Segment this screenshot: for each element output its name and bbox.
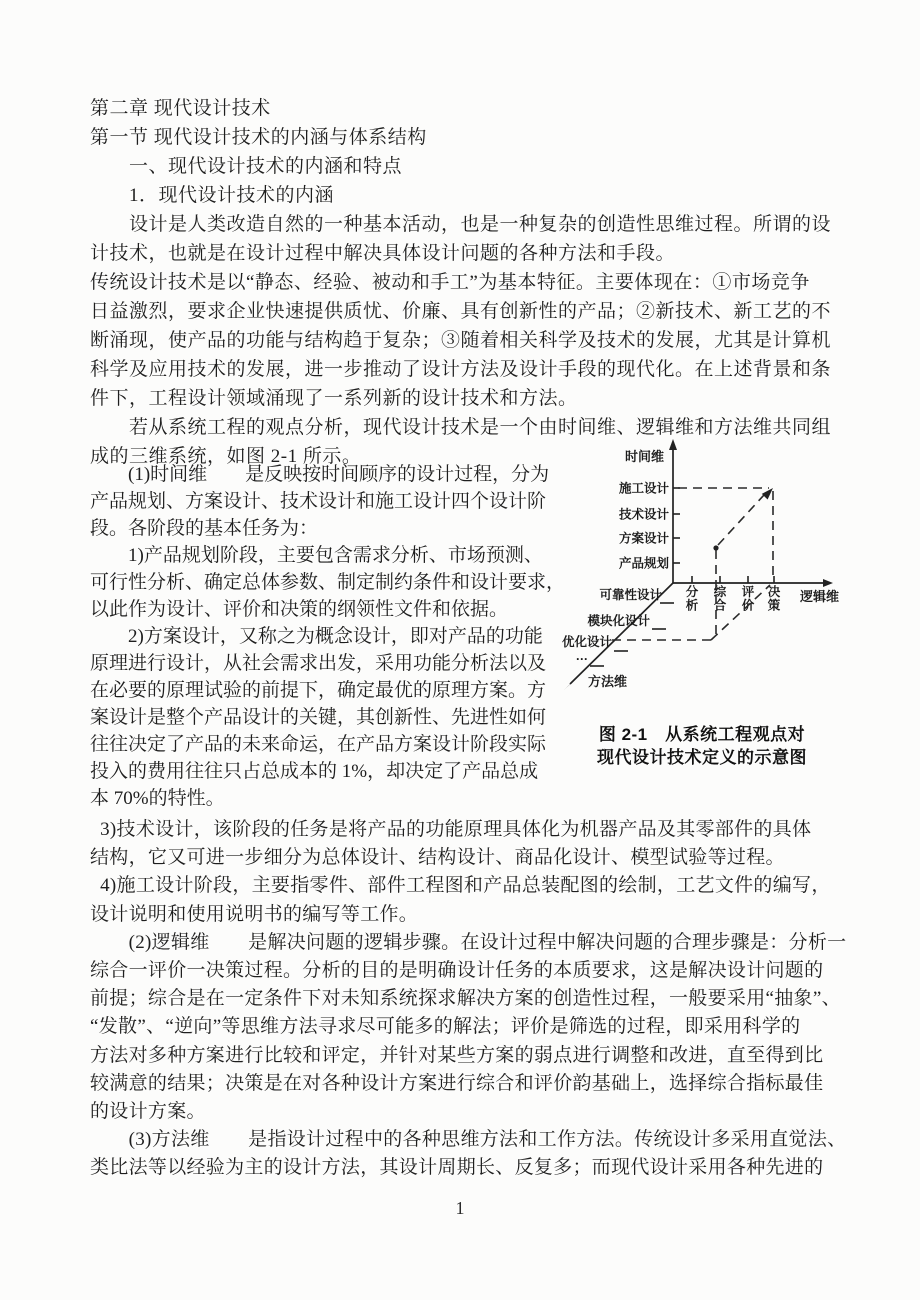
text-line: 2)方案设计，又称之为概念设计，即对产品的功能 xyxy=(90,626,543,647)
text-line: 1．现代设计技术的内涵 xyxy=(90,185,335,206)
text-line: 断涌现，使产品的功能与结构趋于复杂；③随着相关科学及技术的发展，尤其是计算机 xyxy=(90,330,832,351)
time-tick-chanpin: 产品规划 xyxy=(618,556,669,571)
time-axis-arrow-icon xyxy=(669,439,677,450)
text-line: 科学及应用技术的发展，进一步推动了设计方法及设计手段的现代化。在上述背景和条 xyxy=(90,359,832,380)
figure-caption-line2: 现代设计技术定义的示意图 xyxy=(597,748,807,767)
logic-tick-juece: 决策 xyxy=(767,585,781,613)
method-tick-mokuaihua: 模块化设计 xyxy=(587,614,650,628)
logic-axis xyxy=(673,576,839,613)
text-line: 传统设计技术是以“静态、经验、被动和手工”为基本特征。主要体现在：①市场竞争 xyxy=(90,272,810,293)
text-line: 综合一评价一决策过程。分析的目的是明确设计任务的本质要求，这是解决设计问题的 xyxy=(90,960,824,982)
method-tick-youhua: 优化设计 xyxy=(561,635,612,649)
text-line: (1)时间维 是反映按时间顾序的设计过程，分为 xyxy=(90,464,550,485)
text-line: 4)施工设计阶段，主要指零件、部件工程图和产品总装配图的绘制，工艺文件的编写， xyxy=(90,875,831,897)
plotted-point-dot xyxy=(713,545,718,550)
time-tick-shigong: 施工设计 xyxy=(618,481,669,496)
text-line: 成的三维系统，如图 2-1 所示。 xyxy=(90,446,362,467)
text-line: 产品规划、方案设计、技术设计和施工设计四个设计阶 xyxy=(90,491,547,512)
text-line: 可行性分析、确定总体参数、制定制约条件和设计要求， xyxy=(90,572,566,593)
method-tick-kekaoxing: 可靠性设计 xyxy=(599,588,662,602)
text-line: 往往决定了产品的未来命运，在产品方案设计阶段实际 xyxy=(90,734,547,755)
logic-tick-zonghe: 综合 xyxy=(713,585,727,613)
text-line: (3)方法维 是指设计过程中的各种思维方法和工作方法。传统设计多采用直觉法、 xyxy=(90,1129,847,1151)
text-line: 件下，工程设计领域涌现了一系列新的设计技术和方法。 xyxy=(90,388,578,409)
text-line: (2)逻辑维 是解决问题的逻辑步骤。在设计过程中解决问题的合理步骤是：分析一 xyxy=(90,931,847,953)
intro-paragraphs xyxy=(90,94,850,471)
text-line: 设计是人类改造自然的一种基本活动，也是一种复杂的创造性思维过程。所谓的设 xyxy=(90,214,832,235)
figure-caption xyxy=(552,723,852,769)
body-paragraphs xyxy=(90,816,852,1183)
logic-axis-label: 逻辑维 xyxy=(800,589,840,604)
figure-caption-line1: 图 2-1 从系统工程观点对 xyxy=(598,725,806,744)
text-line: 设计说明和使用说明书的编写等工作。 xyxy=(90,903,419,925)
page-number: 1 xyxy=(455,1198,465,1218)
text-line: 本 70%的特性。 xyxy=(90,788,225,809)
left-column-paragraphs xyxy=(90,461,566,812)
text-line: 以此作为设计、评价和决策的纲领性文件和依据。 xyxy=(90,599,509,620)
text-line: 计技术，也就是在设计过程中解决具体设计问题的各种方法和手段。 xyxy=(90,243,676,264)
text-line: 3)技术设计，该阶段的任务是将产品的功能原理具体化为机器产品及其零部件的具体 xyxy=(90,819,812,840)
text-line: 一、现代设计技术的内涵和特点 xyxy=(90,156,403,177)
text-line: 的设计方案。 xyxy=(90,1101,206,1123)
text-line: 结构，它又可进一步细分为总体设计、结构设计、商品化设计、模型试验等过程。 xyxy=(90,847,785,869)
method-axis-label: 方法维 xyxy=(588,674,628,689)
three-dimension-axes-diagram xyxy=(552,436,852,698)
method-axis xyxy=(562,583,674,690)
text-line: 案设计是整个产品设计的关键，其创新性、先进性如何 xyxy=(90,707,547,728)
diagonal-dashed-arrow-icon xyxy=(762,488,773,500)
text-line: 投入的费用往往只占总成本的 1%，却决定了产品总成 xyxy=(90,761,539,782)
text-line: 段。各阶段的基本任务为： xyxy=(90,518,319,539)
logic-tick-pingjia: 评价 xyxy=(741,585,755,613)
text-line: 第二章 现代设计技术 xyxy=(90,98,271,119)
text-line: 第一节 现代设计技术的内涵与体系结构 xyxy=(90,127,427,148)
text-line: 若从系统工程的观点分析，现代设计技术是一个由时间维、逻辑维和方法维共同组 xyxy=(90,417,832,438)
text-line: 在必要的原理试验的前提下，确定最优的原理方案。方 xyxy=(90,680,547,701)
text-line: “发散”、“逆向”等思维方法寻求尽可能多的解法；评价是筛选的过程，即采用科学的 xyxy=(90,1016,801,1038)
text-line: 类比法等以经验为主的设计方法，其设计周期长、反复多；而现代设计采用各种先进的 xyxy=(90,1157,824,1179)
text-line: 前提；综合是在一定条件下对未知系统探求解决方案的创造性过程，一般要采用“抽象”、 xyxy=(90,988,841,1010)
time-tick-fangan: 方案设计 xyxy=(618,531,669,546)
logic-tick-fenxi: 分析 xyxy=(685,585,699,613)
method-tick-ellipsis: … xyxy=(575,649,588,663)
figure-2-1 xyxy=(552,436,852,781)
text-line: 1)产品规划阶段，主要包含需求分析、市场预测、 xyxy=(90,545,543,566)
text-line: 原理进行设计，从社会需求出发，采用功能分析法以及 xyxy=(90,653,547,674)
time-axis-label: 时间维 xyxy=(624,449,664,464)
text-line: 日益激烈，要求企业快速提供质忧、价廉、具有创新性的产品；②新技术、新工艺的不 xyxy=(90,301,832,322)
logic-axis-arrow-icon xyxy=(823,579,833,587)
method-axis-arrow-icon xyxy=(564,679,575,690)
time-axis xyxy=(618,439,680,583)
time-tick-jishu: 技术设计 xyxy=(618,507,669,522)
text-line: 方法对多种方案进行比较和评定，并针对某些方案的弱点进行调整和改进，直至得到比 xyxy=(90,1044,824,1066)
text-line: 较满意的结果；决策是在对各种设计方案进行综合和评价韵基础上，选择综合指标最佳 xyxy=(90,1072,824,1094)
